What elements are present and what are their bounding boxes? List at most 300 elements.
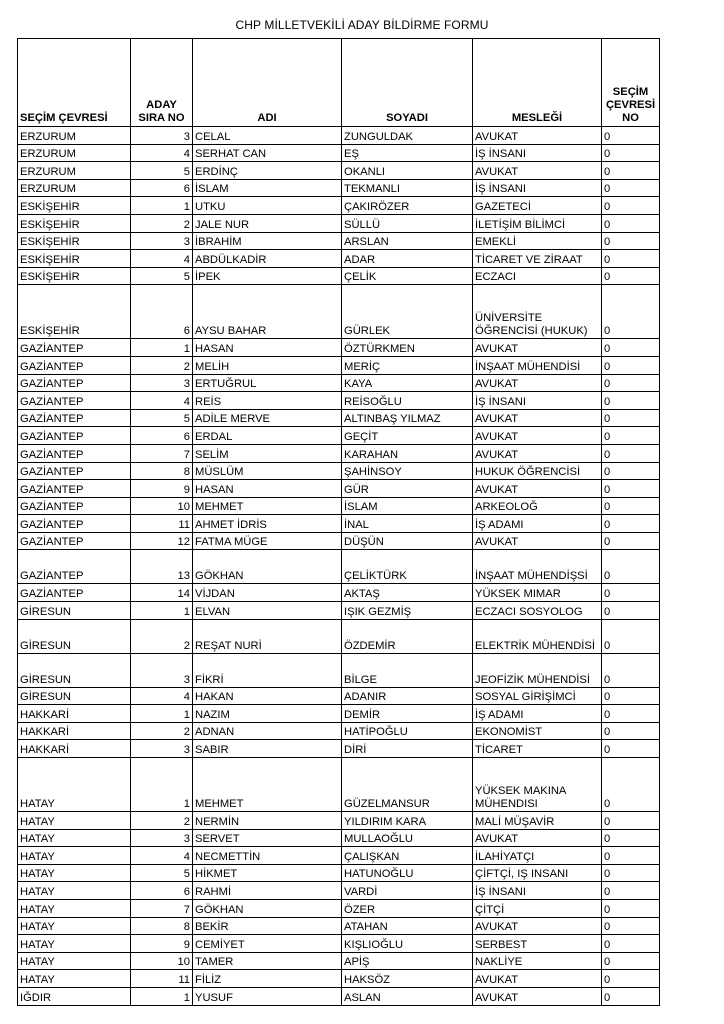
cell-soyadi: YILDIRIM KARA <box>342 812 473 830</box>
cell-aday-sira-no: 4 <box>131 144 193 162</box>
header-soyadi: SOYADI <box>342 39 473 127</box>
cell-secim-cevresi: ERZURUM <box>18 127 131 145</box>
cell-secim-cevresi-no: 0 <box>602 687 660 705</box>
table-row <box>18 427 660 445</box>
cell-secim-cevresi: HATAY <box>18 952 131 970</box>
table-row <box>18 356 660 374</box>
cell-aday-sira-no: 14 <box>131 584 193 602</box>
cell-soyadi: GÜZELMANSUR <box>342 758 473 812</box>
cell-meslegi: TİCARET VE ZİRAAT <box>473 250 602 268</box>
cell-adi: ERDAL <box>193 427 342 445</box>
cell-secim-cevresi: ERZURUM <box>18 179 131 197</box>
cell-soyadi: ÇELİK <box>342 267 473 285</box>
cell-soyadi: KAYA <box>342 374 473 392</box>
form-title: CHP MİLLETVEKİLİ ADAY BİLDİRME FORMU <box>235 18 489 32</box>
cell-secim-cevresi: GAZİANTEP <box>18 427 131 445</box>
table-row <box>18 127 660 145</box>
cell-adi: ERTUĞRUL <box>193 374 342 392</box>
cell-soyadi: ATAHAN <box>342 917 473 935</box>
cell-secim-cevresi: GAZİANTEP <box>18 515 131 533</box>
cell-soyadi: OKANLI <box>342 162 473 180</box>
cell-aday-sira-no: 2 <box>131 214 193 232</box>
table-row <box>18 740 660 758</box>
cell-meslegi: AVUKAT <box>473 532 602 550</box>
cell-aday-sira-no: 3 <box>131 127 193 145</box>
cell-aday-sira-no: 8 <box>131 917 193 935</box>
cell-soyadi: TEKMANLI <box>342 179 473 197</box>
table-row <box>18 162 660 180</box>
cell-secim-cevresi-no: 0 <box>602 987 660 1005</box>
cell-adi: HASAN <box>193 339 342 357</box>
cell-soyadi: İNAL <box>342 515 473 533</box>
cell-aday-sira-no: 1 <box>131 705 193 723</box>
cell-meslegi: ÜNİVERSİTE ÖĞRENCİSİ (HUKUK) <box>473 285 602 339</box>
cell-meslegi: SOSYAL GİRİŞİMCİ <box>473 687 602 705</box>
cell-soyadi: ADANIR <box>342 687 473 705</box>
cell-soyadi: REİSOĞLU <box>342 392 473 410</box>
cell-soyadi: KARAHAN <box>342 444 473 462</box>
cell-secim-cevresi: HATAY <box>18 864 131 882</box>
cell-meslegi: AVUKAT <box>473 427 602 445</box>
cell-meslegi: AVUKAT <box>473 480 602 498</box>
table-row <box>18 847 660 865</box>
table-body <box>18 127 660 1006</box>
cell-secim-cevresi-no: 0 <box>602 584 660 602</box>
table-row <box>18 917 660 935</box>
cell-soyadi: VARDİ <box>342 882 473 900</box>
cell-secim-cevresi-no: 0 <box>602 740 660 758</box>
cell-aday-sira-no: 3 <box>131 374 193 392</box>
cell-aday-sira-no: 3 <box>131 232 193 250</box>
cell-soyadi: İSLAM <box>342 497 473 515</box>
cell-secim-cevresi-no: 0 <box>602 952 660 970</box>
cell-meslegi: İŞ ADAMI <box>473 515 602 533</box>
cell-adi: MELİH <box>193 356 342 374</box>
cell-secim-cevresi: GİRESUN <box>18 687 131 705</box>
cell-aday-sira-no: 1 <box>131 987 193 1005</box>
cell-adi: VİJDAN <box>193 584 342 602</box>
cell-soyadi: ÖZTÜRKMEN <box>342 339 473 357</box>
cell-meslegi: AVUKAT <box>473 339 602 357</box>
cell-adi: FİKRİ <box>193 653 342 687</box>
cell-aday-sira-no: 13 <box>131 550 193 584</box>
cell-secim-cevresi-no: 0 <box>602 602 660 620</box>
cell-secim-cevresi-no: 0 <box>602 515 660 533</box>
cell-soyadi: KIŞLIOĞLU <box>342 935 473 953</box>
cell-meslegi: EKONOMİST <box>473 722 602 740</box>
cell-meslegi: İŞ İNSANI <box>473 882 602 900</box>
cell-soyadi: SÜLLÜ <box>342 214 473 232</box>
cell-soyadi: DİRİ <box>342 740 473 758</box>
table-row <box>18 232 660 250</box>
table-row <box>18 497 660 515</box>
cell-secim-cevresi-no: 0 <box>602 127 660 145</box>
cell-meslegi: YÜKSEK MAKINA MÜHENDISI <box>473 758 602 812</box>
cell-meslegi: YÜKSEK MIMAR <box>473 584 602 602</box>
cell-secim-cevresi: GAZİANTEP <box>18 409 131 427</box>
cell-secim-cevresi: ESKİŞEHİR <box>18 285 131 339</box>
cell-aday-sira-no: 1 <box>131 602 193 620</box>
cell-aday-sira-no: 11 <box>131 970 193 988</box>
cell-adi: ADNAN <box>193 722 342 740</box>
cell-adi: CELAL <box>193 127 342 145</box>
cell-secim-cevresi: HATAY <box>18 917 131 935</box>
cell-aday-sira-no: 7 <box>131 444 193 462</box>
cell-adi: BEKİR <box>193 917 342 935</box>
table-row <box>18 339 660 357</box>
cell-meslegi: AVUKAT <box>473 409 602 427</box>
cell-soyadi: GÜR <box>342 480 473 498</box>
cell-aday-sira-no: 9 <box>131 480 193 498</box>
cell-adi: SERHAT CAN <box>193 144 342 162</box>
cell-aday-sira-no: 2 <box>131 356 193 374</box>
cell-adi: HAKAN <box>193 687 342 705</box>
cell-secim-cevresi-no: 0 <box>602 812 660 830</box>
cell-meslegi: AVUKAT <box>473 162 602 180</box>
cell-secim-cevresi-no: 0 <box>602 409 660 427</box>
cell-secim-cevresi: GAZİANTEP <box>18 374 131 392</box>
cell-adi: YUSUF <box>193 987 342 1005</box>
table-row <box>18 144 660 162</box>
cell-adi: NECMETTİN <box>193 847 342 865</box>
cell-soyadi: HAKSÖZ <box>342 970 473 988</box>
cell-adi: İSLAM <box>193 179 342 197</box>
cell-meslegi: AVUKAT <box>473 917 602 935</box>
cell-secim-cevresi-no: 0 <box>602 374 660 392</box>
cell-aday-sira-no: 10 <box>131 497 193 515</box>
cell-aday-sira-no: 8 <box>131 462 193 480</box>
cell-aday-sira-no: 4 <box>131 392 193 410</box>
cell-meslegi: İLAHİYATÇI <box>473 847 602 865</box>
cell-secim-cevresi-no: 0 <box>602 144 660 162</box>
cell-adi: GÖKHAN <box>193 550 342 584</box>
cell-secim-cevresi: HATAY <box>18 847 131 865</box>
cell-adi: AYSU BAHAR <box>193 285 342 339</box>
cell-aday-sira-no: 2 <box>131 722 193 740</box>
cell-aday-sira-no: 6 <box>131 427 193 445</box>
header-secim-cevresi: SEÇİM ÇEVRESİ <box>18 39 131 127</box>
cell-aday-sira-no: 3 <box>131 740 193 758</box>
cell-soyadi: BİLGE <box>342 653 473 687</box>
table-row <box>18 584 660 602</box>
cell-aday-sira-no: 1 <box>131 758 193 812</box>
cell-secim-cevresi-no: 0 <box>602 550 660 584</box>
cell-secim-cevresi-no: 0 <box>602 829 660 847</box>
cell-secim-cevresi-no: 0 <box>602 285 660 339</box>
cell-secim-cevresi-no: 0 <box>602 462 660 480</box>
cell-secim-cevresi-no: 0 <box>602 179 660 197</box>
table-row <box>18 550 660 584</box>
cell-soyadi: ASLAN <box>342 987 473 1005</box>
cell-aday-sira-no: 5 <box>131 864 193 882</box>
cell-soyadi: AKTAŞ <box>342 584 473 602</box>
cell-soyadi: DÜŞÜN <box>342 532 473 550</box>
cell-adi: JALE NUR <box>193 214 342 232</box>
cell-secim-cevresi-no: 0 <box>602 705 660 723</box>
table-row <box>18 882 660 900</box>
cell-soyadi: HATİPOĞLU <box>342 722 473 740</box>
table-row <box>18 197 660 215</box>
table-row <box>18 374 660 392</box>
cell-meslegi: MALİ MÜŞAVİR <box>473 812 602 830</box>
cell-secim-cevresi: ESKİŞEHİR <box>18 197 131 215</box>
cell-secim-cevresi: GAZİANTEP <box>18 392 131 410</box>
cell-adi: REİS <box>193 392 342 410</box>
cell-soyadi: ÇALIŞKAN <box>342 847 473 865</box>
cell-secim-cevresi-no: 0 <box>602 444 660 462</box>
cell-soyadi: ALTINBAŞ YILMAZ <box>342 409 473 427</box>
cell-meslegi: NAKLİYE <box>473 952 602 970</box>
table-row <box>18 267 660 285</box>
cell-secim-cevresi-no: 0 <box>602 339 660 357</box>
cell-soyadi: ÖZER <box>342 900 473 918</box>
table-row <box>18 250 660 268</box>
cell-soyadi: ÇELİKTÜRK <box>342 550 473 584</box>
table-row <box>18 758 660 812</box>
cell-adi: HİKMET <box>193 864 342 882</box>
table-row <box>18 602 660 620</box>
cell-secim-cevresi-no: 0 <box>602 619 660 653</box>
cell-secim-cevresi: GAZİANTEP <box>18 356 131 374</box>
table-row <box>18 970 660 988</box>
cell-adi: NERMİN <box>193 812 342 830</box>
cell-secim-cevresi: IĞDIR <box>18 987 131 1005</box>
cell-soyadi: DEMİR <box>342 705 473 723</box>
cell-adi: UTKU <box>193 197 342 215</box>
cell-secim-cevresi-no: 0 <box>602 392 660 410</box>
cell-aday-sira-no: 3 <box>131 829 193 847</box>
cell-secim-cevresi: ERZURUM <box>18 162 131 180</box>
cell-secim-cevresi-no: 0 <box>602 900 660 918</box>
cell-soyadi: ÖZDEMİR <box>342 619 473 653</box>
cell-meslegi: JEOFİZİK MÜHENDİSİ <box>473 653 602 687</box>
cell-aday-sira-no: 7 <box>131 900 193 918</box>
cell-aday-sira-no: 6 <box>131 882 193 900</box>
cell-secim-cevresi-no: 0 <box>602 480 660 498</box>
cell-aday-sira-no: 9 <box>131 935 193 953</box>
cell-soyadi: MERİÇ <box>342 356 473 374</box>
cell-aday-sira-no: 12 <box>131 532 193 550</box>
cell-meslegi: İŞ İNSANI <box>473 392 602 410</box>
table-row <box>18 179 660 197</box>
cell-soyadi: GÜRLEK <box>342 285 473 339</box>
table-row <box>18 392 660 410</box>
table-row <box>18 952 660 970</box>
cell-soyadi: ÇAKIRÖZER <box>342 197 473 215</box>
cell-secim-cevresi: GAZİANTEP <box>18 550 131 584</box>
cell-adi: GÖKHAN <box>193 900 342 918</box>
cell-aday-sira-no: 2 <box>131 812 193 830</box>
cell-meslegi: AVUKAT <box>473 829 602 847</box>
cell-soyadi: ŞAHİNSOY <box>342 462 473 480</box>
table-row <box>18 653 660 687</box>
cell-secim-cevresi: GAZİANTEP <box>18 497 131 515</box>
cell-secim-cevresi-no: 0 <box>602 935 660 953</box>
cell-meslegi: AVUKAT <box>473 970 602 988</box>
cell-meslegi: SERBEST <box>473 935 602 953</box>
cell-adi: RAHMİ <box>193 882 342 900</box>
cell-adi: FATMA MÜGE <box>193 532 342 550</box>
cell-aday-sira-no: 3 <box>131 653 193 687</box>
cell-secim-cevresi: GAZİANTEP <box>18 444 131 462</box>
cell-meslegi: AVUKAT <box>473 374 602 392</box>
cell-adi: İBRAHİM <box>193 232 342 250</box>
cell-secim-cevresi-no: 0 <box>602 653 660 687</box>
table-row <box>18 619 660 653</box>
cell-adi: MEHMET <box>193 497 342 515</box>
cell-secim-cevresi: GAZİANTEP <box>18 339 131 357</box>
cell-aday-sira-no: 1 <box>131 197 193 215</box>
table-row <box>18 705 660 723</box>
cell-meslegi: İNŞAAT MÜHENDİSİ <box>473 356 602 374</box>
cell-adi: CEMİYET <box>193 935 342 953</box>
cell-aday-sira-no: 4 <box>131 250 193 268</box>
cell-meslegi: AVUKAT <box>473 444 602 462</box>
cell-aday-sira-no: 4 <box>131 847 193 865</box>
header-meslegi: MESLEĞİ <box>473 39 602 127</box>
cell-secim-cevresi-no: 0 <box>602 427 660 445</box>
cell-adi: TAMER <box>193 952 342 970</box>
cell-adi: İPEK <box>193 267 342 285</box>
cell-secim-cevresi-no: 0 <box>602 197 660 215</box>
cell-aday-sira-no: 2 <box>131 619 193 653</box>
cell-secim-cevresi: HATAY <box>18 829 131 847</box>
cell-meslegi: İŞ İNSANI <box>473 144 602 162</box>
table-row <box>18 722 660 740</box>
cell-soyadi: GEÇİT <box>342 427 473 445</box>
table-row <box>18 285 660 339</box>
cell-meslegi: AVUKAT <box>473 127 602 145</box>
cell-adi: ERDİNÇ <box>193 162 342 180</box>
cell-adi: NAZIM <box>193 705 342 723</box>
cell-meslegi: ARKEOLOĞ <box>473 497 602 515</box>
header-row <box>18 39 660 127</box>
table-row <box>18 214 660 232</box>
cell-secim-cevresi-no: 0 <box>602 917 660 935</box>
cell-secim-cevresi: GAZİANTEP <box>18 584 131 602</box>
cell-adi: SELİM <box>193 444 342 462</box>
cell-secim-cevresi-no: 0 <box>602 267 660 285</box>
cell-meslegi: ÇİTÇİ <box>473 900 602 918</box>
cell-aday-sira-no: 4 <box>131 687 193 705</box>
cell-meslegi: HUKUK ÖĞRENCİSİ <box>473 462 602 480</box>
cell-soyadi: ARSLAN <box>342 232 473 250</box>
header-aday-sira-no: ADAY SIRA NO <box>131 39 193 127</box>
cell-adi: ELVAN <box>193 602 342 620</box>
cell-secim-cevresi: ERZURUM <box>18 144 131 162</box>
cell-secim-cevresi: HATAY <box>18 812 131 830</box>
cell-adi: FİLİZ <box>193 970 342 988</box>
cell-secim-cevresi-no: 0 <box>602 497 660 515</box>
cell-secim-cevresi: GİRESUN <box>18 619 131 653</box>
cell-secim-cevresi: ESKİŞEHİR <box>18 232 131 250</box>
cell-aday-sira-no: 1 <box>131 339 193 357</box>
cell-secim-cevresi: HAKKARİ <box>18 722 131 740</box>
cell-soyadi: EŞ <box>342 144 473 162</box>
cell-secim-cevresi: GİRESUN <box>18 653 131 687</box>
cell-secim-cevresi-no: 0 <box>602 162 660 180</box>
cell-aday-sira-no: 11 <box>131 515 193 533</box>
cell-secim-cevresi: GAZİANTEP <box>18 532 131 550</box>
cell-secim-cevresi-no: 0 <box>602 214 660 232</box>
cell-secim-cevresi: ESKİŞEHİR <box>18 214 131 232</box>
cell-soyadi: MULLAOĞLU <box>342 829 473 847</box>
cell-secim-cevresi-no: 0 <box>602 532 660 550</box>
table-row <box>18 480 660 498</box>
cell-secim-cevresi: HATAY <box>18 970 131 988</box>
cell-secim-cevresi-no: 0 <box>602 882 660 900</box>
cell-adi: SABIR <box>193 740 342 758</box>
table-row <box>18 687 660 705</box>
table-row <box>18 515 660 533</box>
cell-secim-cevresi-no: 0 <box>602 250 660 268</box>
cell-secim-cevresi-no: 0 <box>602 864 660 882</box>
table-row <box>18 532 660 550</box>
cell-secim-cevresi-no: 0 <box>602 232 660 250</box>
cell-secim-cevresi-no: 0 <box>602 356 660 374</box>
cell-secim-cevresi: ESKİŞEHİR <box>18 250 131 268</box>
cell-meslegi: ECZACI SOSYOLOG <box>473 602 602 620</box>
cell-soyadi: HATUNOĞLU <box>342 864 473 882</box>
cell-meslegi: ELEKTRİK MÜHENDİSİ <box>473 619 602 653</box>
cell-secim-cevresi-no: 0 <box>602 847 660 865</box>
table-row <box>18 987 660 1005</box>
header-secim-cevresi-no: SEÇİM ÇEVRESİ NO <box>602 39 660 127</box>
cell-secim-cevresi: GİRESUN <box>18 602 131 620</box>
cell-aday-sira-no: 10 <box>131 952 193 970</box>
cell-aday-sira-no: 6 <box>131 179 193 197</box>
cell-adi: MÜSLÜM <box>193 462 342 480</box>
cell-soyadi: APİŞ <box>342 952 473 970</box>
cell-secim-cevresi: HATAY <box>18 882 131 900</box>
table-row <box>18 900 660 918</box>
cell-meslegi: EMEKLİ <box>473 232 602 250</box>
cell-adi: HASAN <box>193 480 342 498</box>
header-adi: ADI <box>193 39 342 127</box>
cell-secim-cevresi-no: 0 <box>602 722 660 740</box>
cell-aday-sira-no: 5 <box>131 162 193 180</box>
cell-aday-sira-no: 5 <box>131 409 193 427</box>
cell-adi: ADİLE MERVE <box>193 409 342 427</box>
candidate-table <box>17 38 660 1006</box>
cell-adi: ABDÜLKADİR <box>193 250 342 268</box>
cell-meslegi: İŞ ADAMI <box>473 705 602 723</box>
cell-meslegi: ECZACI <box>473 267 602 285</box>
cell-meslegi: AVUKAT <box>473 987 602 1005</box>
cell-secim-cevresi: HAKKARİ <box>18 705 131 723</box>
cell-adi: AHMET İDRİS <box>193 515 342 533</box>
cell-meslegi: İLETİŞİM BİLİMCİ <box>473 214 602 232</box>
table-row <box>18 409 660 427</box>
cell-adi: SERVET <box>193 829 342 847</box>
cell-meslegi: TİCARET <box>473 740 602 758</box>
cell-soyadi: ADAR <box>342 250 473 268</box>
cell-aday-sira-no: 6 <box>131 285 193 339</box>
cell-soyadi: ZUNGULDAK <box>342 127 473 145</box>
table-row <box>18 935 660 953</box>
table-row <box>18 462 660 480</box>
table-row <box>18 864 660 882</box>
table-row <box>18 812 660 830</box>
cell-soyadi: IŞIK GEZMİŞ <box>342 602 473 620</box>
cell-secim-cevresi: GAZİANTEP <box>18 462 131 480</box>
cell-adi: MEHMET <box>193 758 342 812</box>
cell-adi: REŞAT NURİ <box>193 619 342 653</box>
cell-secim-cevresi: HATAY <box>18 935 131 953</box>
cell-meslegi: ÇİFTÇİ, IŞ INSANI <box>473 864 602 882</box>
cell-secim-cevresi: HAKKARİ <box>18 740 131 758</box>
cell-secim-cevresi: GAZİANTEP <box>18 480 131 498</box>
